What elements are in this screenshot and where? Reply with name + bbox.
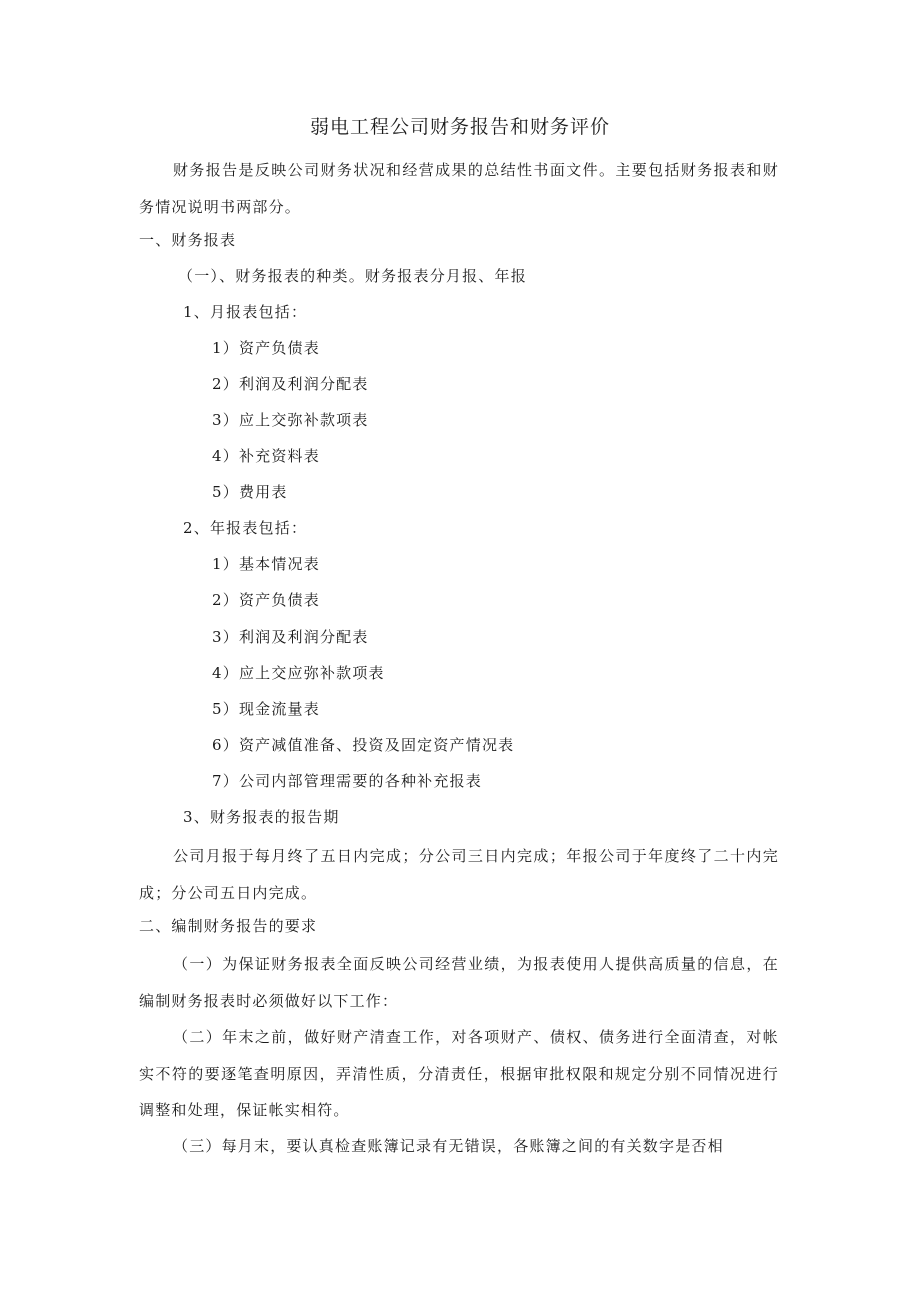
list-item: 3）利润及利润分配表 <box>212 628 369 646</box>
section-2-heading: 二、编制财务报告的要求 <box>139 917 318 935</box>
subsection-1-heading: （一）、财务报表的种类。财务报表分月报、年报 <box>178 267 527 285</box>
section-1-heading: 一、财务报表 <box>139 231 237 249</box>
document-title: 弱电工程公司财务报告和财务评价 <box>309 116 610 138</box>
monthly-reports-heading: 1、月报表包括： <box>183 303 308 321</box>
report-period-paragraph: 公司月报于每月终了五日内完成；分公司三日内完成；年报公司于年度终了二十内完成；分公司五日内完成。 <box>139 847 779 902</box>
list-item: 1）资产负债表 <box>212 339 320 357</box>
list-item: 2）利润及利润分配表 <box>212 375 369 393</box>
requirement-paragraph-1: （一）为保证财务报表全面反映公司经营业绩，为报表使用人提供高质量的信息，在编制财务报表时必须做好以下工作： <box>139 955 779 1010</box>
list-item: 4）应上交应弥补款项表 <box>212 664 385 682</box>
list-item: 1）基本情况表 <box>212 555 320 573</box>
list-item: 5）费用表 <box>212 483 288 501</box>
report-period-heading: 3、财务报表的报告期 <box>183 808 340 826</box>
list-item: 4）补充资料表 <box>212 447 320 465</box>
list-item: 7）公司内部管理需要的各种补充报表 <box>212 772 482 790</box>
list-item: 5）现金流量表 <box>212 700 320 718</box>
requirement-paragraph-2: （二）年末之前，做好财产清查工作，对各项财产、债权、债务进行全面清查，对帐实不符的要逐笔查明原因，弄清性质，分清责任，根据审批权限和规定分别不同情况进行调整和处理，保证帐实相符。 <box>139 1028 779 1119</box>
annual-reports-heading: 2、年报表包括： <box>183 519 308 537</box>
intro-paragraph: 财务报告是反映公司财务状况和经营成果的总结性书面文件。主要包括财务报表和财务情况说明书两部分。 <box>139 161 779 216</box>
list-item: 6）资产减值准备、投资及固定资产情况表 <box>212 736 515 754</box>
list-item: 2）资产负债表 <box>212 591 320 609</box>
list-item: 3）应上交弥补款项表 <box>212 411 369 429</box>
requirement-paragraph-3: （三）每月末，要认真检查账簿记录有无错误，各账簿之间的有关数字是否相 <box>173 1137 724 1155</box>
